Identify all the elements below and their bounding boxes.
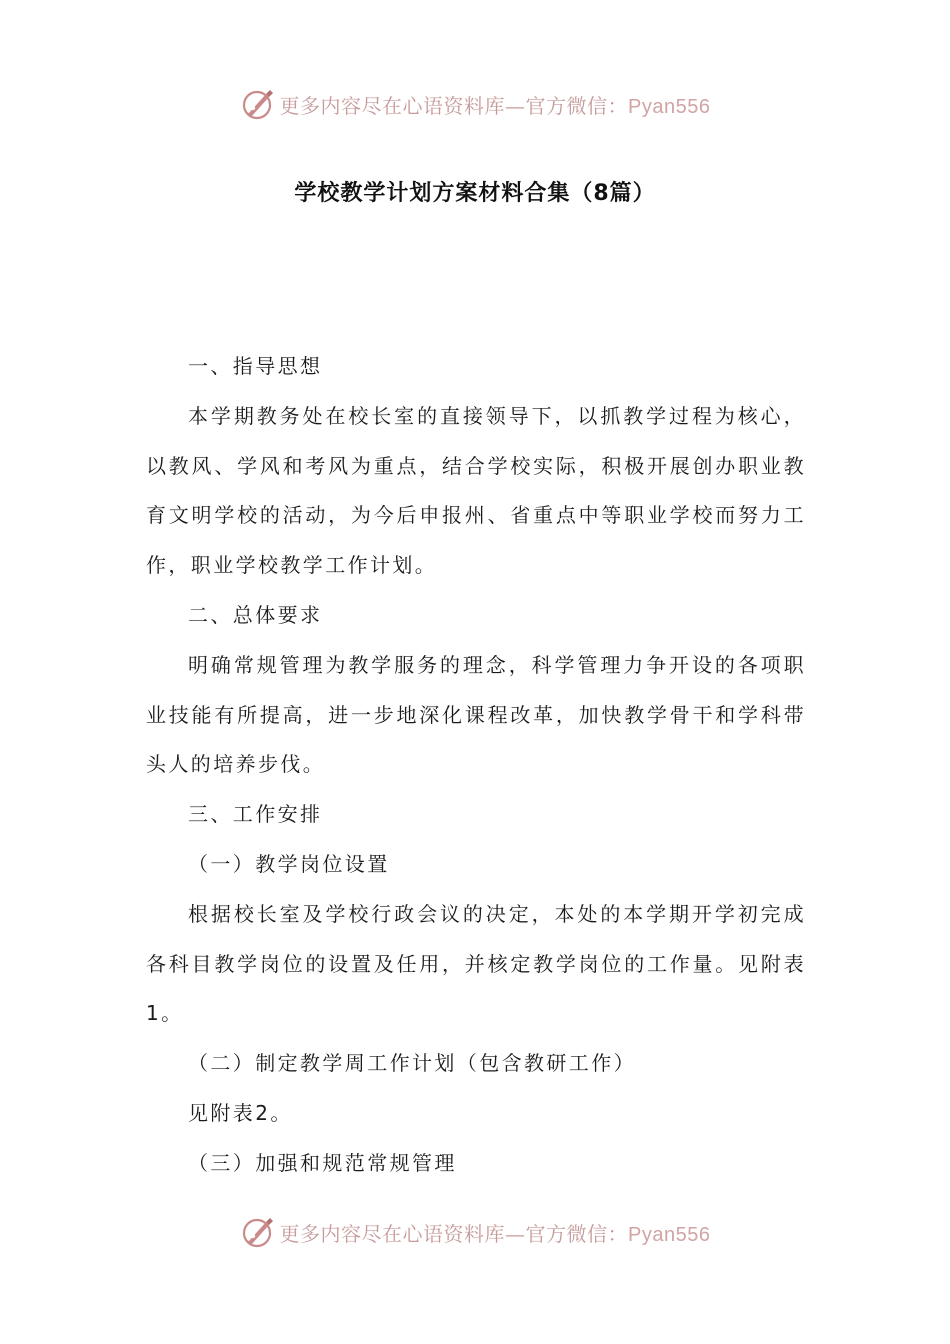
document-body [146, 342, 806, 1189]
pen-logo-icon [240, 1214, 276, 1250]
document-title: 学校教学计划方案材料合集（8篇） [294, 181, 656, 206]
paragraph: 明确常规管理为教学服务的理念，科学管理力争开设的各项职业技能有所提高，进一步地深化课程改革，加快教学骨干和学科带头人的培养步伐。 [146, 652, 806, 777]
banner-wechat-id: Pyan556 [628, 1223, 711, 1246]
paragraph: 见附表2。 [188, 1100, 293, 1125]
section-heading: 一、指导思想 [188, 354, 323, 378]
section-heading: 三、工作安排 [188, 802, 323, 827]
subsection-heading: （一）教学岗位设置 [188, 851, 390, 876]
subsection-heading: （二）制定教学周工作计划（包含教研工作） [188, 1051, 636, 1076]
banner-text: 更多内容尽在心语资料库—官方微信：Pyan556 [279, 1221, 711, 1246]
pen-logo-icon [240, 86, 276, 122]
banner-text: 更多内容尽在心语资料库—官方微信：Pyan556 [279, 93, 711, 118]
paragraph: 根据校长室及学校行政会议的决定，本处的本学期开学初完成各科目教学岗位的设置及任用，并核定教学岗位的工作量。见附表1。 [146, 901, 806, 1026]
footer-banner [0, 1212, 950, 1252]
subsection-heading: （三）加强和规范常规管理 [188, 1150, 457, 1175]
section-heading: 二、总体要求 [188, 602, 323, 627]
banner-wechat-id: Pyan556 [628, 95, 711, 118]
paragraph: 本学期教务处在校长室的直接领导下，以抓教学过程为核心，以教风、学风和考风为重点，结合学校实际，积极开展创办职业教育文明学校的活动，为今后申报州、省重点中等职业学校而努力工作，职业学校教学工作计划。 [146, 403, 806, 578]
header-banner [0, 84, 950, 124]
